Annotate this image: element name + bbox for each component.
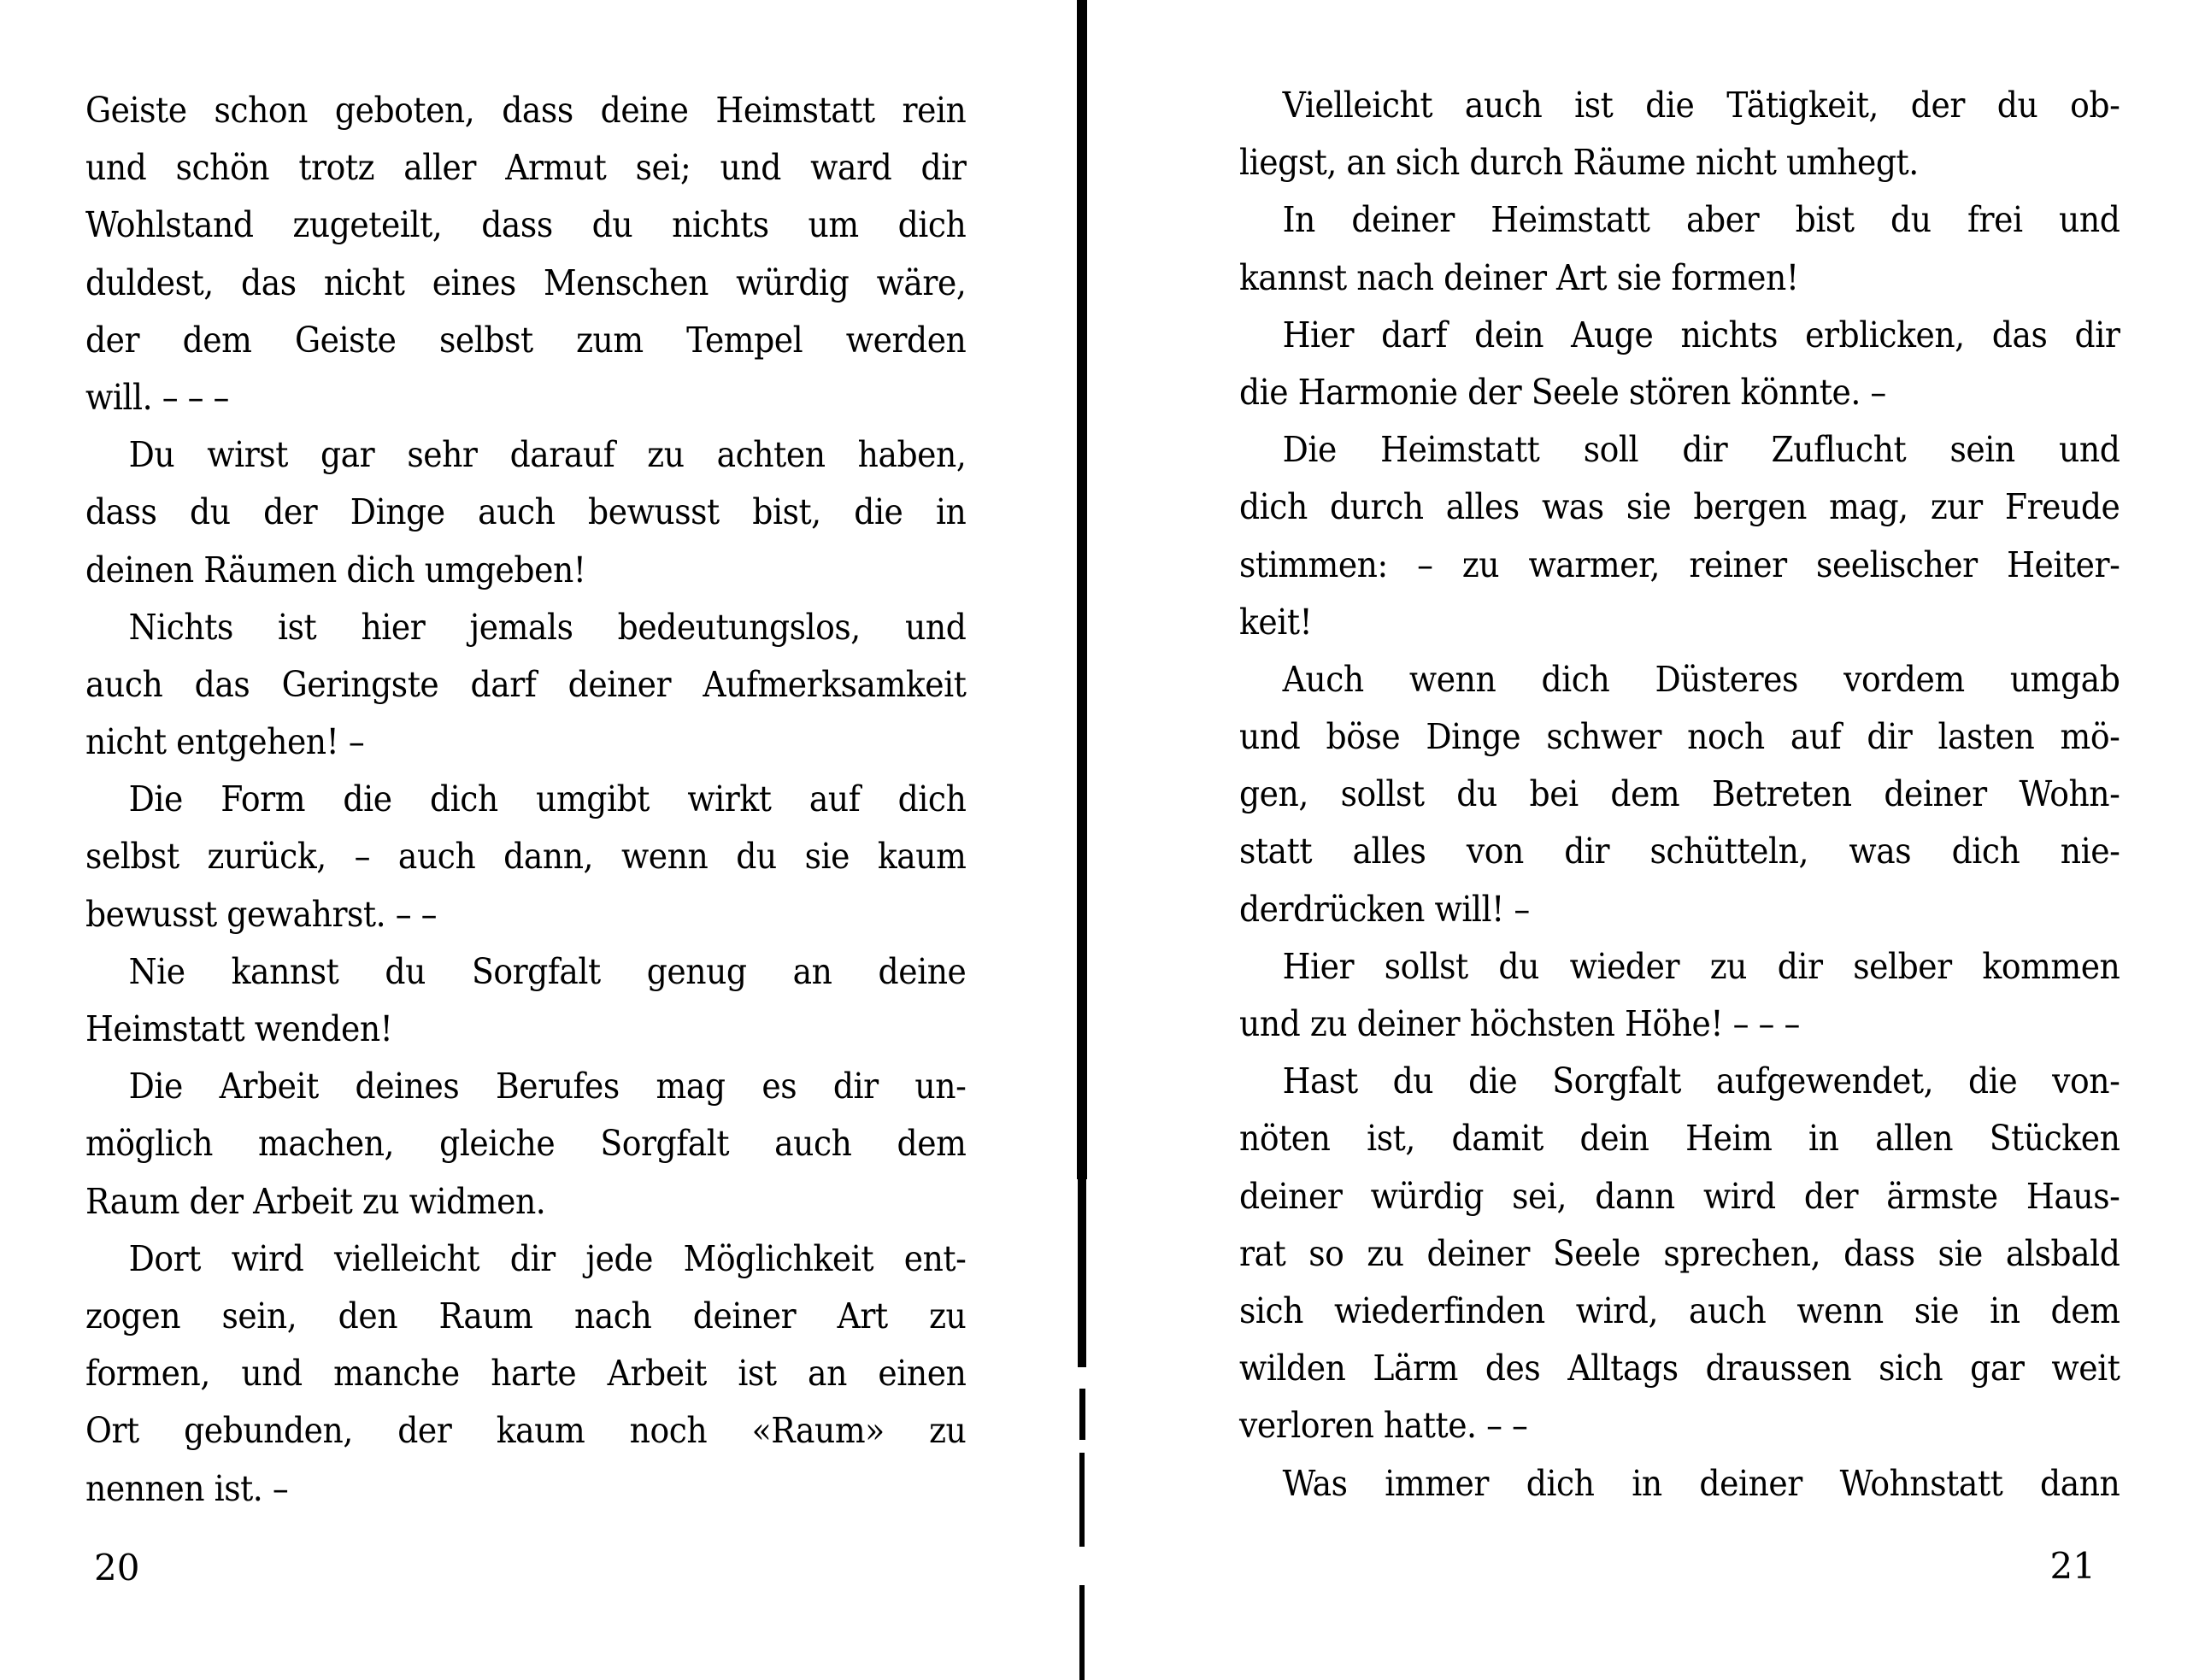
text-line: Heimstatt wenden! (85, 1008, 393, 1049)
text-line: stimmen: – zu warmer, reiner seelischer Heiter- (1239, 543, 2120, 585)
text-line: selbst zurück, – auch dann, wenn du sie kaum (85, 836, 967, 878)
text-line: Nichts ist hier jemals bedeutungslos, und (128, 606, 967, 648)
text-line: Du wirst gar sehr darauf zu achten haben, (128, 434, 967, 476)
text-line: Nie kannst du Sorgfalt genug an deine (128, 950, 967, 992)
right-page (1239, 0, 2120, 1680)
text-line: nöten ist, damit dein Heim in allen Stücken (1239, 1118, 2120, 1160)
text-line: nicht entgehen! – (85, 721, 365, 763)
text-line: In deiner Heimstatt aber bist du frei und (1282, 199, 2120, 241)
text-line: Dort wird vielleicht dir jede Möglichkeit ent- (128, 1237, 967, 1279)
text-line: keit! (1239, 601, 1313, 643)
right-page-text (1239, 77, 2120, 1513)
text-line: rat so zu deiner Seele sprechen, dass sie alsbald (1239, 1232, 2120, 1274)
left-page-text (85, 82, 966, 1518)
text-line: Was immer dich in deiner Wohnstatt dann (1282, 1462, 2120, 1504)
text-line: dass du der Dinge auch bewusst bist, die in (85, 491, 967, 533)
page-number-right: 21 (2049, 1545, 2096, 1587)
text-line: wilden Lärm des Alltags draussen sich gar weit (1239, 1348, 2120, 1389)
text-line: Raum der Arbeit zu widmen. (85, 1180, 546, 1222)
text-line: kannst nach deiner Art sie formen! (1239, 256, 1799, 298)
text-line: dich durch alles was sie bergen mag, zur Freude (1239, 486, 2120, 528)
text-line: formen, und manche harte Arbeit ist an einen (85, 1353, 967, 1395)
text-line: und böse Dinge schwer noch auf dir lasten mö- (1239, 716, 2120, 758)
left-page (85, 0, 966, 1680)
text-line: zogen sein, den Raum nach deiner Art zu (85, 1295, 967, 1336)
text-line: Die Heimstatt soll dir Zuflucht sein und (1282, 429, 2120, 471)
text-line: derdrücken will! – (1239, 888, 1530, 930)
text-line: und zu deiner höchsten Höhe! – – – (1239, 1003, 1800, 1044)
text-line: gen, sollst du bei dem Betreten deiner Wohn- (1239, 773, 2120, 815)
text-line: nennen ist. – (85, 1467, 289, 1509)
text-line: will. – – – (85, 376, 229, 418)
text-line: auch das Geringste darf deiner Aufmerksamkeit (85, 663, 967, 705)
text-line: Hier darf dein Auge nichts erblicken, das dir (1282, 314, 2120, 355)
text-line: sich wiederfinden wird, auch wenn sie in dem (1239, 1289, 2120, 1331)
text-line: Die Form die dich umgibt wirkt auf dich (128, 778, 967, 820)
text-line: duldest, das nicht eines Menschen würdig wäre, (85, 261, 967, 303)
book-spine-shadow-icon (1075, 0, 1087, 1680)
text-line: Geiste schon geboten, dass deine Heimstatt rein (85, 90, 967, 131)
text-line: Wohlstand zugeteilt, dass du nichts um dich (85, 204, 967, 246)
text-line: Vielleicht auch ist die Tätigkeit, der du ob- (1282, 85, 2120, 126)
text-line: deinen Räumen dich umgeben! (85, 549, 586, 590)
text-line: Ort gebunden, der kaum noch «Raum» zu (85, 1410, 967, 1452)
text-line: Auch wenn dich Düsteres vordem umgab (1282, 658, 2120, 700)
text-line: Hier sollst du wieder zu dir selber kommen (1282, 945, 2120, 987)
text-line: die Harmonie der Seele stören könnte. – (1239, 371, 1886, 413)
text-line: und schön trotz aller Armut sei; und ward dir (85, 147, 967, 189)
text-line: Die Arbeit deines Berufes mag es dir un- (128, 1066, 967, 1107)
text-line: deiner würdig sei, dann wird der ärmste Haus- (1239, 1175, 2120, 1217)
text-line: bewusst gewahrst. – – (85, 893, 438, 935)
page-number-left: 20 (94, 1547, 140, 1589)
text-line: Hast du die Sorgfalt aufgewendet, die von- (1282, 1060, 2120, 1102)
text-line: der dem Geiste selbst zum Tempel werden (85, 319, 967, 361)
text-line: möglich machen, gleiche Sorgfalt auch dem (85, 1123, 967, 1165)
text-line: verloren hatte. – – (1239, 1405, 1528, 1447)
text-line: statt alles von dir schütteln, was dich nie- (1239, 831, 2120, 872)
text-line: liegst, an sich durch Räume nicht umhegt. (1239, 142, 1919, 184)
